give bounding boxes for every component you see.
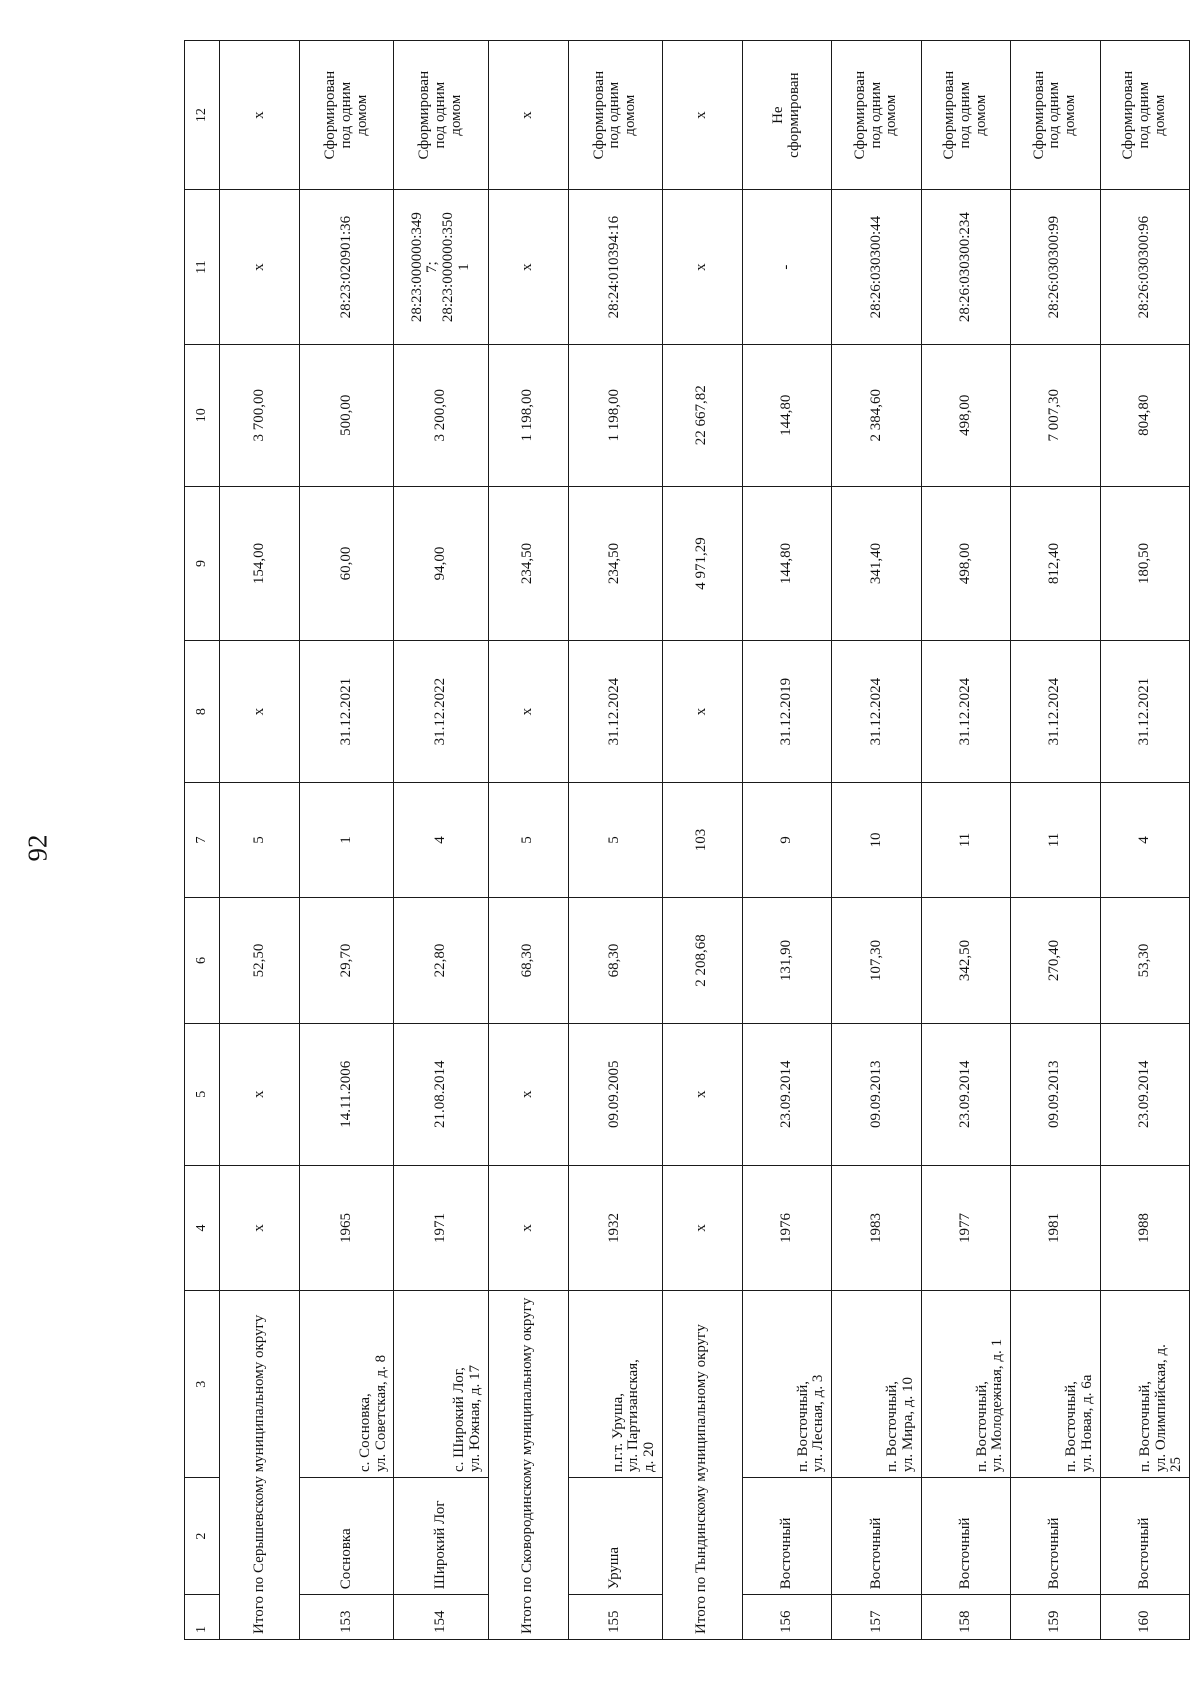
cell-c9: 94,00 xyxy=(394,486,488,641)
cell-c8: x xyxy=(220,641,300,783)
cell-c8: 31.12.2024 xyxy=(921,641,1010,783)
cell-c5: 23.09.2014 xyxy=(742,1023,831,1165)
cell-c12: Сформирован под одним домом xyxy=(832,41,921,190)
cell-c10: 2 384,60 xyxy=(832,344,921,486)
cell-c6: 52,50 xyxy=(220,898,300,1024)
cell-c8: 31.12.2024 xyxy=(832,641,921,783)
cell-c10: 3 200,00 xyxy=(394,344,488,486)
cell-c5: 14.11.2006 xyxy=(300,1023,394,1165)
cell-c4: x xyxy=(220,1165,300,1291)
table-row xyxy=(568,41,662,1640)
cell-c11: 28:23:000000:349 7; 28:23:000000:350 1 xyxy=(394,190,488,345)
address-cell: с. Сосновка, ул. Советская, д. 8 xyxy=(300,1291,394,1478)
cell-c7: 5 xyxy=(220,782,300,897)
row-number: 157 xyxy=(832,1595,921,1640)
table-row xyxy=(742,41,831,1640)
cell-c6: 270,40 xyxy=(1011,898,1100,1024)
cell-c11: 28:26:030300:44 xyxy=(832,190,921,345)
column-header: 2 xyxy=(185,1477,220,1594)
cell-c10: 1 198,00 xyxy=(488,344,568,486)
header-row xyxy=(185,41,220,1640)
cell-c5: 21.08.2014 xyxy=(394,1023,488,1165)
cell-c10: 7 007,30 xyxy=(1011,344,1100,486)
table-row xyxy=(832,41,921,1640)
column-header: 12 xyxy=(185,41,220,190)
column-header: 11 xyxy=(185,190,220,345)
total-label: Итого по Сковородинскому муниципальному округу xyxy=(488,1291,568,1640)
cell-c6: 22,80 xyxy=(394,898,488,1024)
cell-c7: 10 xyxy=(832,782,921,897)
cell-c8: x xyxy=(662,641,742,783)
row-number: 160 xyxy=(1100,1595,1189,1640)
cell-c7: 4 xyxy=(394,782,488,897)
cell-c9: 60,00 xyxy=(300,486,394,641)
cell-c9: 498,00 xyxy=(921,486,1010,641)
cell-c6: 342,50 xyxy=(921,898,1010,1024)
cell-c6: 68,30 xyxy=(568,898,662,1024)
total-row xyxy=(488,41,568,1640)
cell-c11: 28:23:020901:36 xyxy=(300,190,394,345)
cell-c12: Сформирован под одним домом xyxy=(568,41,662,190)
table-row xyxy=(300,41,394,1640)
cell-c12: Сформирован под одним домом xyxy=(921,41,1010,190)
cell-c5: x xyxy=(662,1023,742,1165)
row-number: 159 xyxy=(1011,1595,1100,1640)
total-label: Итого по Серышевскому муниципальному округу xyxy=(220,1291,300,1640)
cell-c4: 1932 xyxy=(568,1165,662,1291)
cell-c4: 1983 xyxy=(832,1165,921,1291)
row-number: 156 xyxy=(742,1595,831,1640)
table-row xyxy=(1011,41,1100,1640)
cell-c11: x xyxy=(488,190,568,345)
cell-c12: Не сформирован xyxy=(742,41,831,190)
cell-c4: 1988 xyxy=(1100,1165,1189,1291)
column-header: 8 xyxy=(185,641,220,783)
rotated-table-container xyxy=(184,40,1190,1640)
cell-c8: 31.12.2019 xyxy=(742,641,831,783)
cell-c6: 53,30 xyxy=(1100,898,1189,1024)
cell-c7: 103 xyxy=(662,782,742,897)
column-header: 9 xyxy=(185,486,220,641)
cell-c6: 107,30 xyxy=(832,898,921,1024)
cell-c11: x xyxy=(662,190,742,345)
cell-c4: 1971 xyxy=(394,1165,488,1291)
cell-c7: 4 xyxy=(1100,782,1189,897)
settlement-name: Восточный xyxy=(832,1477,921,1594)
cell-c8: 31.12.2021 xyxy=(1100,641,1189,783)
cell-c5: 09.09.2013 xyxy=(1011,1023,1100,1165)
cell-c11: 28:26:030300:234 xyxy=(921,190,1010,345)
cell-c4: 1976 xyxy=(742,1165,831,1291)
cell-c6: 131,90 xyxy=(742,898,831,1024)
cell-c10: 144,80 xyxy=(742,344,831,486)
column-header: 1 xyxy=(185,1595,220,1640)
cell-c10: 804,80 xyxy=(1100,344,1189,486)
cell-c9: 154,00 xyxy=(220,486,300,641)
row-number: 153 xyxy=(300,1595,394,1640)
cell-c11: 28:24:010394:16 xyxy=(568,190,662,345)
cell-c9: 812,40 xyxy=(1011,486,1100,641)
cell-c8: x xyxy=(488,641,568,783)
cell-c4: 1981 xyxy=(1011,1165,1100,1291)
cell-c5: 09.09.2005 xyxy=(568,1023,662,1165)
total-row xyxy=(220,41,300,1640)
cell-c11: 28:26:030300:96 xyxy=(1100,190,1189,345)
cell-c12: Сформирован под одним домом xyxy=(394,41,488,190)
cell-c10: 500,00 xyxy=(300,344,394,486)
total-label: Итого по Тындинскому муниципальному округу xyxy=(662,1291,742,1640)
cell-c9: 234,50 xyxy=(488,486,568,641)
cell-c5: x xyxy=(488,1023,568,1165)
row-number: 155 xyxy=(568,1595,662,1640)
cell-c7: 9 xyxy=(742,782,831,897)
settlement-name: Уруша xyxy=(568,1477,662,1594)
cell-c4: 1965 xyxy=(300,1165,394,1291)
cell-c7: 11 xyxy=(1011,782,1100,897)
table-row xyxy=(394,41,488,1640)
cell-c6: 29,70 xyxy=(300,898,394,1024)
column-header: 10 xyxy=(185,344,220,486)
cell-c7: 11 xyxy=(921,782,1010,897)
cell-c5: 23.09.2014 xyxy=(921,1023,1010,1165)
settlement-name: Восточный xyxy=(1100,1477,1189,1594)
cell-c6: 68,30 xyxy=(488,898,568,1024)
column-header: 7 xyxy=(185,782,220,897)
row-number: 158 xyxy=(921,1595,1010,1640)
cell-c9: 144,80 xyxy=(742,486,831,641)
address-cell: п. Восточный, ул. Новая, д. 6а xyxy=(1011,1291,1100,1478)
cell-c11: 28:26:030300:99 xyxy=(1011,190,1100,345)
table-row xyxy=(921,41,1010,1640)
total-row xyxy=(662,41,742,1640)
address-cell: с. Широкий Лог, ул. Южная, д. 17 xyxy=(394,1291,488,1478)
cell-c4: x xyxy=(662,1165,742,1291)
cell-c12: Сформирован под одним домом xyxy=(1100,41,1189,190)
cell-c9: 341,40 xyxy=(832,486,921,641)
column-header: 4 xyxy=(185,1165,220,1291)
settlement-name: Широкий Лог xyxy=(394,1477,488,1594)
cell-c7: 5 xyxy=(568,782,662,897)
settlement-name: Восточный xyxy=(1011,1477,1100,1594)
cell-c10: 22 667,82 xyxy=(662,344,742,486)
cell-c5: x xyxy=(220,1023,300,1165)
address-cell: п. Восточный, ул. Мира, д. 10 xyxy=(832,1291,921,1478)
address-cell: п. Восточный, ул. Олимпийская, д. 25 xyxy=(1100,1291,1189,1478)
cell-c12: Сформирован под одним домом xyxy=(300,41,394,190)
column-header: 6 xyxy=(185,898,220,1024)
cell-c8: 31.12.2024 xyxy=(1011,641,1100,783)
cell-c9: 180,50 xyxy=(1100,486,1189,641)
cell-c11: x xyxy=(220,190,300,345)
cell-c10: 3 700,00 xyxy=(220,344,300,486)
column-header: 5 xyxy=(185,1023,220,1165)
cell-c12: x xyxy=(662,41,742,190)
cell-c8: 31.12.2021 xyxy=(300,641,394,783)
cell-c9: 4 971,29 xyxy=(662,486,742,641)
cell-c6: 2 208,68 xyxy=(662,898,742,1024)
housing-register-table xyxy=(184,40,1190,1640)
column-header: 3 xyxy=(185,1291,220,1478)
address-cell: п. Восточный, ул. Молодежная, д. 1 xyxy=(921,1291,1010,1478)
cell-c4: 1977 xyxy=(921,1165,1010,1291)
cell-c10: 1 198,00 xyxy=(568,344,662,486)
cell-c5: 23.09.2014 xyxy=(1100,1023,1189,1165)
cell-c8: 31.12.2022 xyxy=(394,641,488,783)
cell-c7: 5 xyxy=(488,782,568,897)
row-number: 154 xyxy=(394,1595,488,1640)
cell-c12: Сформирован под одним домом xyxy=(1011,41,1100,190)
cell-c8: 31.12.2024 xyxy=(568,641,662,783)
cell-c12: x xyxy=(488,41,568,190)
settlement-name: Восточный xyxy=(921,1477,1010,1594)
cell-c5: 09.09.2013 xyxy=(832,1023,921,1165)
cell-c9: 234,50 xyxy=(568,486,662,641)
cell-c7: 1 xyxy=(300,782,394,897)
address-cell: п. Восточный, ул. Лесная, д. 3 xyxy=(742,1291,831,1478)
settlement-name: Сосновка xyxy=(300,1477,394,1594)
settlement-name: Восточный xyxy=(742,1477,831,1594)
cell-c10: 498,00 xyxy=(921,344,1010,486)
address-cell: п.г.т. Уруша, ул. Партизанская, д. 20 xyxy=(568,1291,662,1478)
cell-c12: x xyxy=(220,41,300,190)
table-row xyxy=(1100,41,1189,1640)
cell-c4: x xyxy=(488,1165,568,1291)
page-number: 92 xyxy=(22,834,53,862)
cell-c11: - xyxy=(742,190,831,345)
